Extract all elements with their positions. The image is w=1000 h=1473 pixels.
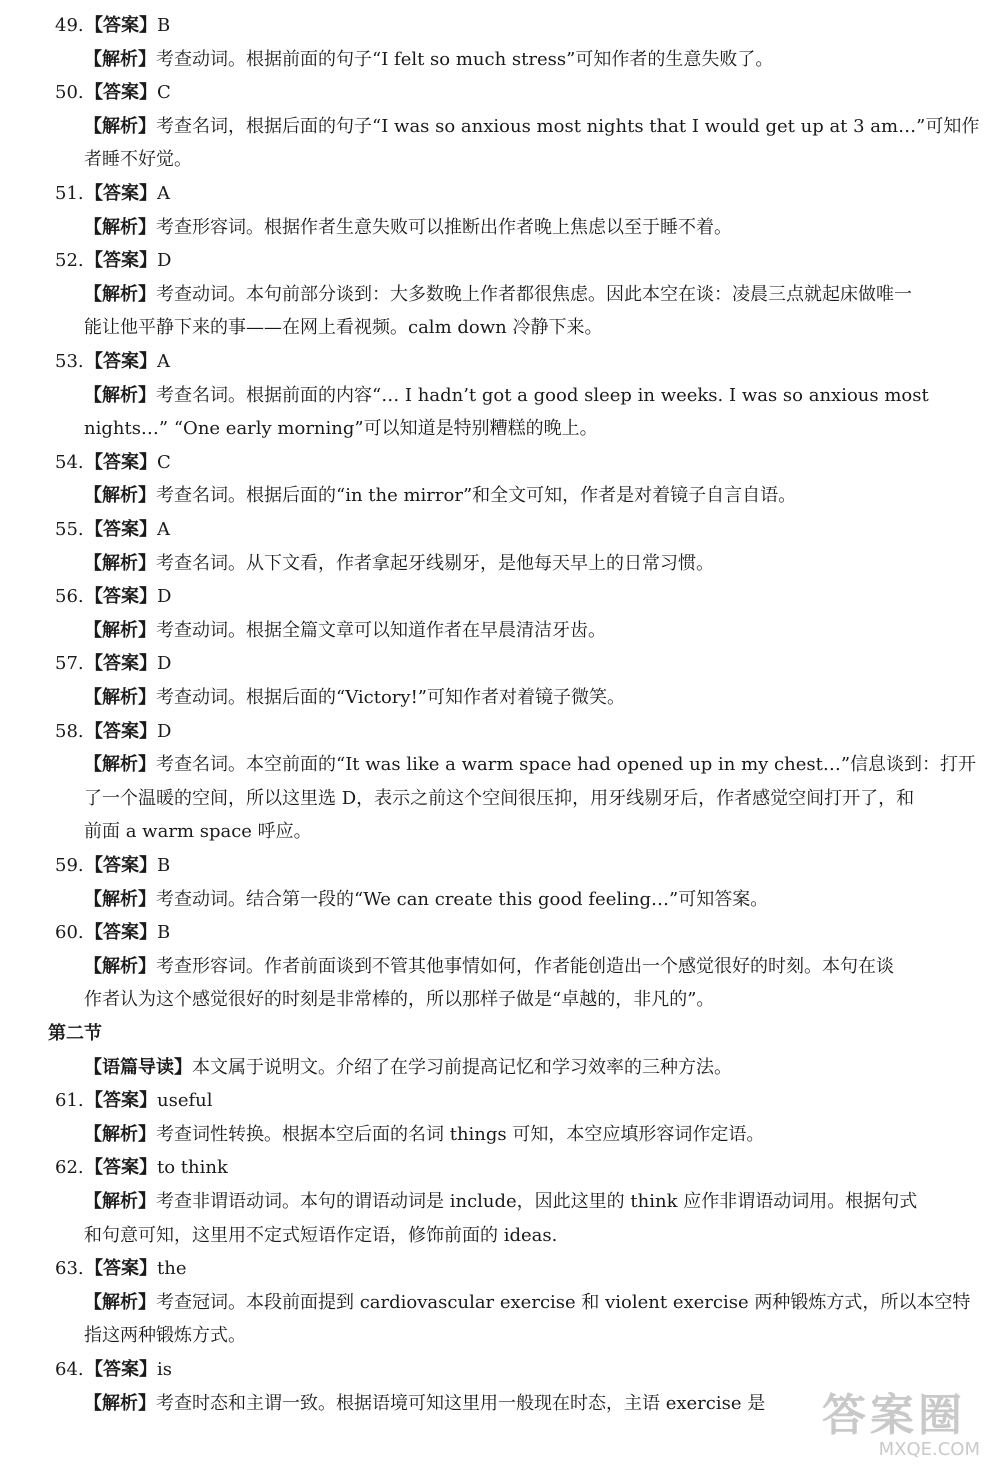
answer-value: B	[157, 15, 171, 36]
explanation-line	[84, 787, 914, 811]
question-number: 58.	[55, 720, 84, 742]
answer-value: A	[157, 519, 170, 540]
explanation-text: 者睡不好觉。	[84, 149, 192, 171]
explanation-text: 考查词性转换。根据本空后面的名词 things 可知，本空应填形容词作定语。	[156, 1123, 765, 1145]
question-number: 63.	[55, 1258, 84, 1280]
explanation-text: 能让他平静下来的事——在网上看视频。calm down 冷静下来。	[84, 317, 603, 339]
explanation-line	[84, 988, 714, 1012]
explanation-label: 【解析】	[84, 888, 156, 910]
explanation-line	[84, 1324, 246, 1348]
explanation-line	[84, 888, 768, 912]
answer-value: to think	[157, 1157, 228, 1179]
explanation-line	[84, 1224, 557, 1248]
explanation-line	[84, 316, 602, 340]
answer-line	[55, 81, 171, 105]
explanation-text: 前面 a warm space 呼应。	[84, 821, 312, 843]
answer-label: 【答案】	[85, 15, 157, 36]
explanation-text: 考查形容词。根据作者生意失败可以推断出作者晚上焦虑以至于睡不着。	[156, 216, 732, 238]
explanation-label: 【解析】	[84, 48, 156, 70]
explanation-label: 【解析】	[84, 216, 156, 238]
answer-label: 【答案】	[85, 250, 157, 272]
answer-line	[55, 854, 170, 878]
answer-line	[55, 585, 171, 609]
explanation-text: 了一个温暖的空间，所以这里选 D，表示之前这个空间很压抑，用牙线剔牙后，作者感觉空间打开了，和	[84, 787, 915, 809]
answer-line	[55, 1257, 186, 1281]
explanation-text: 考查名词。根据后面的“in the mirror”和全文可知，作者是对着镜子自言自语。	[156, 485, 797, 507]
explanation-text: 考查动词。本句前部分谈到：大多数晚上作者都很焦虑。因此本空在谈：凌晨三点就起床做唯一	[156, 283, 912, 305]
explanation-label: 【解析】	[84, 1191, 156, 1212]
answer-value: A	[157, 183, 170, 204]
answer-line	[55, 350, 170, 374]
answer-line	[55, 518, 170, 542]
question-number: 49.	[55, 15, 84, 36]
explanation-label: 【解析】	[84, 115, 156, 137]
explanation-line	[84, 417, 598, 441]
explanation-label: 【解析】	[84, 384, 156, 406]
question-number: 52.	[55, 250, 84, 272]
explanation-text: 考查名词，根据后面的句子“I was so anxious most nights that I would get up at 3 am…”可知作	[156, 115, 980, 137]
answer-label: 【答案】	[85, 653, 157, 675]
answer-label: 【答案】	[85, 351, 157, 372]
explanation-label: 【解析】	[84, 687, 156, 708]
answer-label: 【答案】	[85, 519, 157, 540]
question-number: 51.	[55, 183, 84, 204]
answer-value: C	[157, 451, 171, 473]
intro-text: 本文属于说明文。介绍了在学习前提高记忆和学习效率的三种方法。	[192, 1056, 732, 1078]
question-number: 62.	[55, 1157, 84, 1179]
explanation-line	[84, 1190, 917, 1214]
question-number: 57.	[55, 653, 84, 675]
answer-value: B	[157, 855, 171, 876]
question-number: 60.	[55, 922, 84, 944]
answer-value: D	[157, 653, 172, 675]
answer-line	[55, 249, 171, 273]
explanation-text: 和句意可知，这里用不定式短语作定语，修饰前面的 ideas.	[84, 1224, 558, 1246]
answer-value: B	[157, 922, 171, 944]
watermark-text: 答案圈	[822, 1390, 966, 1441]
explanation-line	[84, 484, 796, 508]
answer-value: D	[157, 250, 172, 272]
explanation-line	[84, 753, 976, 777]
explanation-text: 考查冠词。本段前面提到 cardiovascular exercise 和 violent exercise 两种锻炼方式，所以本空特	[156, 1291, 971, 1313]
answer-label: 【答案】	[85, 82, 157, 104]
explanation-line	[84, 619, 606, 643]
explanation-text: 考查动词。结合第一段的“We can create this good feeling…”可知答案。	[156, 888, 769, 910]
answer-value: useful	[157, 1090, 213, 1112]
explanation-text: 考查名词。从下文看，作者拿起牙线剔牙，是他每天早上的日常习惯。	[156, 552, 714, 574]
question-number: 61.	[55, 1090, 84, 1112]
explanation-text: 考查时态和主谓一致。根据语境可知这里用一般现在时态，主语 exercise 是	[156, 1392, 766, 1414]
explanation-label: 【解析】	[84, 552, 156, 574]
explanation-line	[84, 1123, 764, 1147]
explanation-text: 考查形容词。作者前面谈到不管其他事情如何，作者能创造出一个感觉很好的时刻。本句在谈	[156, 955, 894, 977]
explanation-text: 考查动词。根据前面的句子“I felt so much stress”可知作者的生意失败了。	[156, 48, 774, 70]
explanation-line	[84, 686, 625, 710]
answer-line	[55, 182, 170, 206]
explanation-label: 【解析】	[84, 1123, 156, 1145]
explanation-line	[84, 283, 912, 307]
answer-line	[55, 1089, 213, 1113]
question-number: 64.	[55, 1359, 84, 1380]
answer-label: 【答案】	[85, 183, 157, 204]
question-number: 54.	[55, 451, 84, 473]
question-number: 53.	[55, 351, 84, 372]
explanation-line	[84, 148, 192, 172]
section-title: 第二节	[48, 1023, 102, 1044]
answer-value: the	[157, 1258, 187, 1280]
answer-label: 【答案】	[85, 1258, 157, 1280]
explanation-line	[84, 48, 773, 72]
explanation-label: 【解析】	[84, 955, 156, 977]
explanation-label: 【解析】	[84, 485, 156, 507]
explanation-label: 【解析】	[84, 619, 156, 641]
section-heading	[48, 1022, 102, 1046]
answer-label: 【答案】	[85, 586, 157, 608]
question-number: 55.	[55, 519, 84, 540]
explanation-label: 【解析】	[84, 1291, 156, 1313]
answer-line	[55, 720, 171, 744]
answer-label: 【答案】	[85, 1157, 157, 1179]
answer-label: 【答案】	[85, 922, 157, 944]
intro-line	[84, 1056, 732, 1080]
explanation-text: nights…” “One early morning”可以知道是特别糟糕的晚上。	[84, 418, 598, 440]
explanation-label: 【解析】	[84, 283, 156, 305]
intro-label: 【语篇导读】	[84, 1056, 192, 1078]
answer-label: 【答案】	[85, 1359, 157, 1380]
explanation-text: 考查名词。本空前面的“It was like a warm space had opened up in my chest…”信息谈到：打开	[156, 754, 977, 776]
explanation-text: 考查非谓语动词。本句的谓语动词是 include，因此这里的 think 应作非谓语动词用。根据句式	[156, 1191, 918, 1212]
explanation-line	[84, 115, 979, 139]
answer-label: 【答案】	[85, 451, 157, 473]
explanation-line	[84, 552, 714, 576]
answer-line	[55, 921, 170, 945]
answer-label: 【答案】	[85, 855, 157, 876]
watermark-logo	[776, 1377, 986, 1467]
explanation-line	[84, 384, 929, 408]
explanation-text: 考查名词。根据前面的内容“… I hadn’t got a good sleep in weeks. I was so anxious most	[156, 384, 929, 406]
explanation-line	[84, 1291, 970, 1315]
watermark-url: MXQE.COM	[878, 1439, 980, 1460]
explanation-label: 【解析】	[84, 1392, 156, 1414]
answer-line	[55, 1156, 228, 1180]
question-number: 56.	[55, 586, 84, 608]
explanation-label: 【解析】	[84, 754, 156, 776]
answer-value: is	[157, 1359, 172, 1380]
question-number: 59.	[55, 855, 84, 876]
answer-label: 【答案】	[85, 720, 157, 742]
explanation-line	[84, 820, 312, 844]
answer-value: C	[157, 82, 171, 104]
explanation-text: 考查动词。根据后面的“Victory!”可知作者对着镜子微笑。	[156, 687, 625, 708]
explanation-line	[84, 216, 732, 240]
explanation-text: 指这两种锻炼方式。	[84, 1325, 246, 1347]
answer-value: D	[157, 586, 172, 608]
question-number: 50.	[55, 82, 84, 104]
explanation-text: 考查动词。根据全篇文章可以知道作者在早晨清洁牙齿。	[156, 619, 606, 641]
answer-line	[55, 14, 170, 38]
explanation-line	[84, 955, 894, 979]
answer-line	[55, 1358, 172, 1382]
explanation-text: 作者认为这个感觉很好的时刻是非常棒的，所以那样子做是“卓越的，非凡的”。	[84, 989, 715, 1011]
explanation-line	[84, 1392, 765, 1416]
answer-label: 【答案】	[85, 1090, 157, 1112]
answer-value: A	[157, 351, 170, 372]
answer-line	[55, 451, 171, 475]
answer-value: D	[157, 720, 172, 742]
answer-line	[55, 652, 171, 676]
